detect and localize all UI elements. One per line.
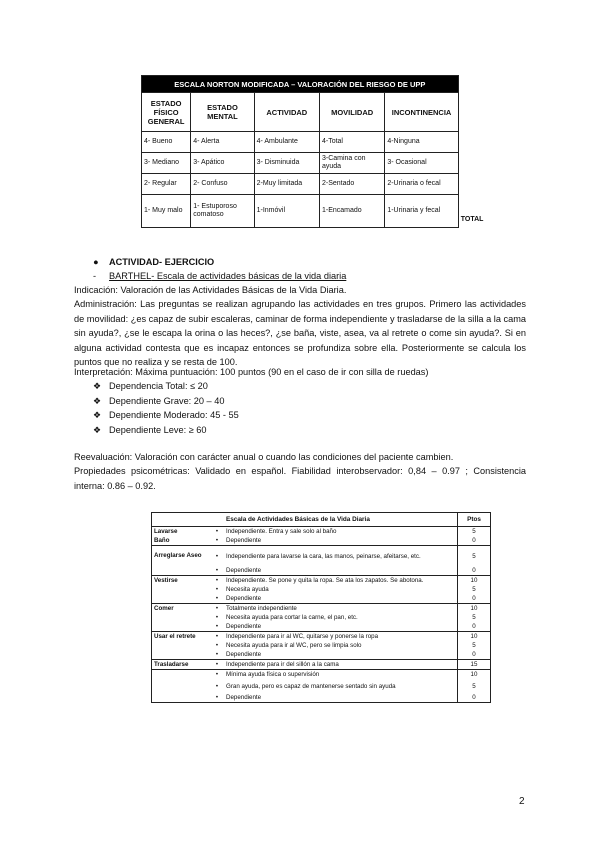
norton-row [142, 174, 498, 195]
norton-cell: 3- Mediano [142, 153, 191, 174]
barthel-subtitle [93, 269, 346, 283]
barthel-item: Totalmente independiente [224, 604, 458, 614]
norton-table [141, 75, 498, 228]
table-row [152, 546, 491, 567]
barthel-item: Mínima ayuda física o supervisión [224, 670, 458, 680]
dash-icon: - [93, 271, 97, 281]
indicacion-text: Indicación: Valoración de las Actividades Básicas de la Vida Diaria. [74, 285, 347, 295]
norton-cell: 2-Urinaria o fecal [385, 174, 458, 195]
barthel-item: Necesita ayuda para cortar la carne, el pan, etc. [224, 613, 458, 622]
norton-cell: 4-Ninguna [385, 132, 458, 153]
barthel-points: 0 [458, 566, 491, 576]
barthel-points: 5 [458, 679, 491, 693]
interpretacion-text: Interpretación: Máxima puntuación: 100 puntos (90 en el caso de ir con silla de ruedas) [74, 367, 429, 377]
table-row [152, 566, 491, 576]
barthel-category: Usar el retrete [152, 632, 211, 642]
barthel-item: Dependiente [224, 594, 458, 604]
barthel-points: 0 [458, 536, 491, 546]
list-item [93, 408, 239, 423]
norton-cell: 3- Disminuida [254, 153, 319, 174]
norton-cell: 3- Apático [191, 153, 254, 174]
barthel-points: 5 [458, 546, 491, 567]
barthel-title: Escala de Actividades Básicas de la Vida Diaria [224, 513, 458, 527]
barthel-item: Dependiente [224, 622, 458, 632]
bullet-dot-icon: • [210, 660, 224, 670]
barthel-points: 0 [458, 622, 491, 632]
diamond-bullet-icon: ❖ [93, 410, 102, 421]
barthel-points: 5 [458, 613, 491, 622]
dependencia-list [93, 379, 239, 437]
barthel-category: Vestirse [152, 576, 211, 586]
table-row [152, 604, 491, 614]
barthel-item: Independiente para ir al WC, quitarse y ponerse la ropa [224, 632, 458, 642]
bullet-dot-icon: • [215, 586, 219, 593]
norton-header: ESTADO FÍSICO GENERAL [142, 93, 191, 132]
norton-cell: 3- Ocasional [385, 153, 458, 174]
barthel-category: Comer [152, 604, 211, 614]
table-row [152, 576, 491, 586]
norton-cell: 2- Confuso [191, 174, 254, 195]
barthel-category: Trasladarse [152, 660, 211, 670]
barthel-points: 10 [458, 632, 491, 642]
norton-cell: 1-Urinaria y fecal [385, 195, 458, 228]
section-bullet [93, 255, 214, 269]
barthel-points: 5 [458, 585, 491, 594]
bullet-dot-icon: • [210, 527, 224, 537]
list-item [93, 423, 239, 438]
barthel-item: Dependiente [224, 566, 458, 576]
norton-cell: 1- Estuporoso comatoso [191, 195, 254, 228]
norton-cell: 1- Muy malo [142, 195, 191, 228]
norton-cell: 2-Sentado [319, 174, 384, 195]
table-row [152, 693, 491, 703]
norton-cell: 3-Camina con ayuda [319, 153, 384, 174]
bullet-dot-icon: • [215, 567, 219, 574]
barthel-link[interactable]: BARTHEL [109, 271, 152, 281]
barthel-subtitle-text: - Escala de actividades básicas de la vida diaria [151, 271, 347, 281]
barthel-points: 10 [458, 604, 491, 614]
barthel-item: Independiente para ir del sillón a la cama [224, 660, 458, 670]
bullet-dot-icon: • [215, 651, 219, 658]
bullet-dot-icon: • [215, 595, 219, 602]
table-row [152, 679, 491, 693]
barthel-item: Dependiente [224, 693, 458, 703]
barthel-item: Dependiente [224, 536, 458, 546]
norton-row [142, 132, 498, 153]
barthel-item: Independiente para lavarse la cara, las manos, peinarse, afeitarse, etc. [224, 546, 458, 567]
barthel-category: Baño [152, 536, 211, 546]
norton-header: ACTIVIDAD [254, 93, 319, 132]
norton-cell: 1-Inmóvil [254, 195, 319, 228]
norton-cell: 4-Total [319, 132, 384, 153]
bullet-dot-icon: • [210, 693, 224, 703]
norton-header: ESTADO MENTAL [191, 93, 254, 132]
diamond-bullet-icon: ❖ [93, 395, 102, 406]
barthel-item: Independiente. Entra y sale solo al baño [224, 527, 458, 537]
table-row [152, 670, 491, 680]
barthel-points: 5 [458, 527, 491, 537]
barthel-points: 10 [458, 670, 491, 680]
bullet-dot-icon: ● [93, 257, 99, 267]
bullet-dot-icon: • [215, 642, 219, 649]
barthel-points: 15 [458, 660, 491, 670]
propiedades-text: Propiedades psicométricas: Validado en español. Fiabilidad interobservador: 0,84 – 0.97 ; Consistencia interna: 0.86 – 0.92. [74, 466, 526, 491]
table-row [152, 527, 491, 537]
dependencia-item: Dependiente Moderado: 45 - 55 [109, 410, 239, 421]
norton-header: MOVILIDAD [319, 93, 384, 132]
barthel-pts-header: Ptos [458, 513, 491, 527]
norton-cell: 4- Ambulante [254, 132, 319, 153]
page-number: 2 [519, 796, 525, 807]
table-row [152, 641, 491, 650]
barthel-item: Necesita ayuda para ir al WC, pero se limpia solo [224, 641, 458, 650]
bullet-dot-icon: • [215, 682, 219, 690]
barthel-category: Arreglarse Aseo [152, 546, 211, 567]
bullet-dot-icon: • [210, 670, 224, 680]
barthel-item: Gran ayuda, pero es capaz de mantenerse sentado sin ayuda [224, 679, 458, 693]
table-row [152, 585, 491, 594]
barthel-points: 10 [458, 576, 491, 586]
table-row [152, 613, 491, 622]
norton-cell: 4- Alerta [191, 132, 254, 153]
bullet-dot-icon: • [210, 632, 224, 642]
bullet-dot-icon: • [215, 614, 219, 621]
barthel-header-row [152, 513, 491, 527]
barthel-points: 0 [458, 594, 491, 604]
norton-title: ESCALA NORTON MODIFICADA – VALORACIÓN DEL RIESGO DE UPP [142, 76, 459, 93]
diamond-bullet-icon: ❖ [93, 381, 102, 391]
list-item [93, 394, 239, 409]
norton-total-label: TOTAL [460, 215, 484, 223]
dependencia-item: Dependiente Grave: 20 – 40 [109, 395, 225, 406]
dependencia-item: Dependencia Total: ≤ 20 [109, 381, 208, 391]
norton-row [142, 153, 498, 174]
norton-cell: 2- Regular [142, 174, 191, 195]
bullet-dot-icon: • [210, 576, 224, 586]
list-item [93, 379, 239, 394]
norton-cell: 4- Bueno [142, 132, 191, 153]
barthel-item: Dependiente [224, 650, 458, 660]
barthel-points: 0 [458, 693, 491, 703]
administracion-text: Administración: Las preguntas se realizan agrupando las actividades en tres grupos. Primero las actividades de movilidad: ¿es capaz de subir escaleras, caminar de forma independiente y trasladarse de la silla a la cama sin ayuda?, ¿se le escapa la orina o las heces?, ¿se baña, viste, asea, va al retrete o come sin ayuda?. Si en alguna actividad contesta que es incapaz entonces se profundiza sobre ella. Posteriormente se calcula los puntos que no realiza y se resta de 100. [74, 299, 526, 367]
norton-cell: 1-Encamado [319, 195, 384, 228]
table-row [152, 536, 491, 546]
dependencia-item: Dependiente Leve: ≥ 60 [109, 424, 207, 435]
bullet-dot-icon: • [215, 623, 219, 630]
norton-header: INCONTINENCIA [385, 93, 458, 132]
barthel-item: Independiente. Se pone y quita la ropa. Se ata los zapatos. Se abotona. [224, 576, 458, 586]
table-row [152, 660, 491, 670]
bullet-dot-icon: • [215, 537, 219, 544]
barthel-category: Lavarse [152, 527, 211, 537]
barthel-table [151, 512, 491, 703]
diamond-bullet-icon: ❖ [93, 424, 102, 435]
table-row [152, 622, 491, 632]
table-row [152, 594, 491, 604]
bullet-dot-icon: • [210, 546, 224, 567]
section-title: ACTIVIDAD- EJERCICIO [109, 257, 215, 267]
norton-row [142, 195, 498, 228]
table-row [152, 650, 491, 660]
reevaluacion-text: Reevaluación: Valoración con carácter anual o cuando las condiciones del paciente cambien. [74, 452, 454, 462]
bullet-dot-icon: • [210, 604, 224, 614]
barthel-points: 5 [458, 641, 491, 650]
barthel-points: 0 [458, 650, 491, 660]
barthel-item: Necesita ayuda [224, 585, 458, 594]
table-row [152, 632, 491, 642]
norton-cell: 2-Muy limitada [254, 174, 319, 195]
